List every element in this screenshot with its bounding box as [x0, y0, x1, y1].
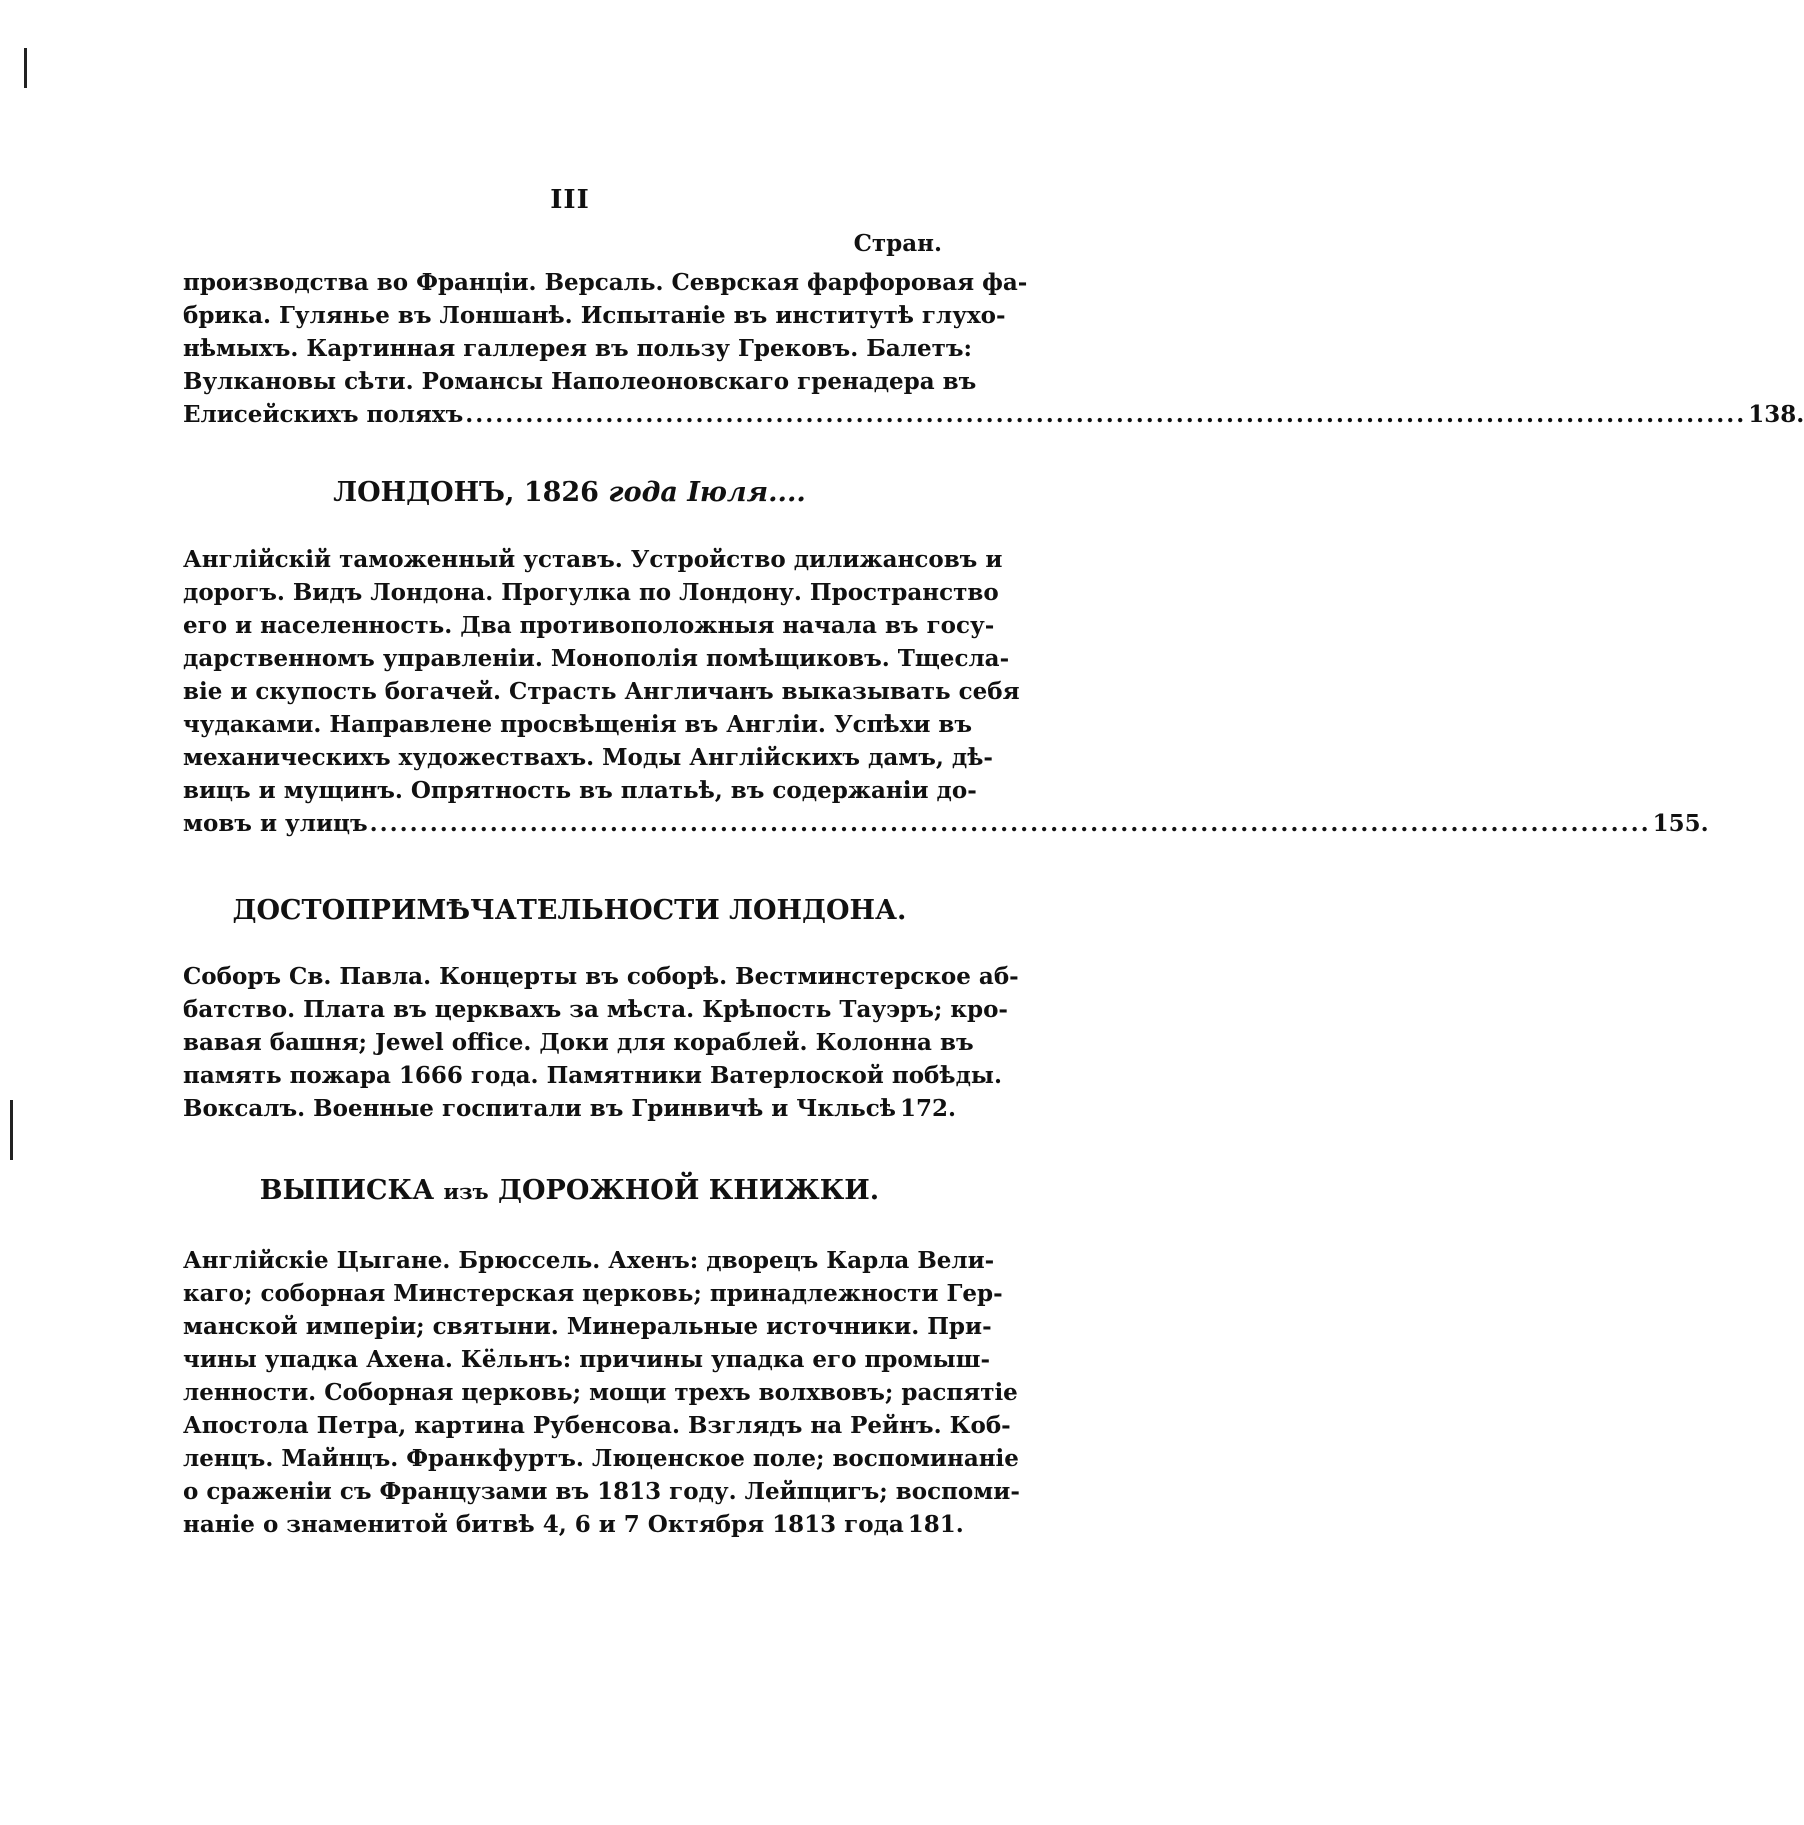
toc-entry: [183, 960, 1019, 1125]
entry-line: вицъ и мущинъ. Опрятность въ платьѣ, въ содержаніи до-: [183, 777, 977, 804]
heading-year: 1826: [523, 477, 599, 508]
left-margin-mark: [10, 1100, 13, 1160]
entry-line: брика. Гулянье въ Лоншанѣ. Испытаніе въ институтѣ глухо-: [183, 302, 1006, 329]
entry-line-text: Елисейскихъ поляхъ: [183, 401, 464, 428]
page-reference: 138.: [1748, 401, 1804, 428]
section-heading-london: [183, 477, 956, 508]
dot-leader: ................................................................................................................................: [369, 810, 1651, 837]
entry-line: производства во Франціи. Версаль. Севрская фарфоровая фа-: [183, 269, 1028, 296]
page-number: III: [550, 185, 590, 215]
entry-line: механическихъ художествахъ. Моды Англійскихъ дамъ, дѣ-: [183, 744, 993, 771]
entry-line: манской имперіи; святыни. Минеральные источники. При-: [183, 1313, 992, 1340]
entry-line: чудаками. Направлене просвѣщенія въ Англіи. Успѣхи въ: [183, 711, 973, 738]
entry-line: Англійскій таможенный уставъ. Устройство дилижансовъ и: [183, 546, 1003, 573]
heading-word: ВЫПИСКА: [259, 1175, 435, 1206]
entry-line: батство. Плата въ церквахъ за мѣста. Крѣпость Тауэръ; кро-: [183, 996, 1008, 1023]
entry-line: чины упадка Ахена. Кёльнъ: причины упадка его промыш-: [183, 1346, 990, 1373]
toc-entry: [183, 266, 1804, 431]
entry-line: ленности. Соборная церковь; мощи трехъ волхвовъ; распятіе: [183, 1379, 1018, 1406]
page-reference: 172.: [899, 1095, 956, 1122]
heading-word: ДОРОЖНОЙ КНИЖКИ.: [498, 1175, 880, 1206]
left-margin-mark: [24, 48, 27, 88]
dot-leader: ................................................................................................................................: [465, 401, 1747, 428]
page-reference: 155.: [1652, 810, 1709, 837]
page-reference: 181.: [907, 1511, 964, 1538]
section-heading-travel-book: [183, 1175, 956, 1206]
entry-line: Англійскіе Цыгане. Брюссель. Ахенъ: дворецъ Карла Вели-: [183, 1247, 995, 1274]
entry-line: дарственномъ управленіи. Монополія помѣщиковъ. Тщесла-: [183, 645, 1010, 672]
section-heading-sights: ДОСТОПРИМѢЧАТЕЛЬНОСТИ ЛОНДОНА.: [232, 895, 907, 926]
entry-line: вавая башня; Jewel office. Доки для кораблей. Колонна въ: [183, 1029, 974, 1056]
entry-line: Апостола Петра, картина Рубенсова. Взглядъ на Рейнъ. Коб-: [183, 1412, 1011, 1439]
toc-entry: [183, 1244, 1020, 1541]
heading-city: ЛОНДОНЪ,: [333, 477, 515, 508]
entry-line-text: мовъ и улицъ: [183, 810, 368, 837]
entry-line: каго; соборная Минстерская церковь; принадлежности Гер-: [183, 1280, 1003, 1307]
entry-last-line: [183, 1092, 956, 1125]
entry-line-text: Воксалъ. Военные госпитали въ Гринвичѣ и Чкльсѣ: [183, 1095, 896, 1122]
entry-line: его и населенность. Два противоположныя начала въ госу-: [183, 612, 995, 639]
heading-word: изъ: [443, 1179, 489, 1204]
entry-line: память пожара 1666 года. Памятники Ватерлоской побѣды.: [183, 1062, 1002, 1089]
entry-line: о сраженіи съ Французами въ 1813 году. Лейпцигъ; воспоми-: [183, 1478, 1020, 1505]
entry-line: дорогъ. Видъ Лондона. Прогулка по Лондону. Пространство: [183, 579, 999, 606]
toc-entry: [183, 543, 1709, 840]
entry-line: Соборъ Св. Павла. Концерты въ соборѣ. Вестминстерское аб-: [183, 963, 1019, 990]
entry-line: Вулкановы сѣти. Романсы Наполеоновскаго гренадера въ: [183, 368, 977, 395]
heading-date: года Іюля....: [608, 477, 806, 508]
entry-last-line: [183, 398, 1804, 431]
entry-last-line: [183, 807, 1709, 840]
page-column-label: Стран.: [853, 230, 942, 257]
entry-line: нѣмыхъ. Картинная галлерея въ пользу Грековъ. Балетъ:: [183, 335, 972, 362]
entry-last-line: [183, 1508, 964, 1541]
entry-line: ленцъ. Майнцъ. Франкфуртъ. Люценское поле; воспоминаніе: [183, 1445, 1019, 1472]
entry-line: віе и скупость богачей. Страсть Англичанъ выказывать себя: [183, 678, 1020, 705]
entry-line-text: наніе о знаменитой битвѣ 4, 6 и 7 Октября 1813 года: [183, 1511, 904, 1538]
